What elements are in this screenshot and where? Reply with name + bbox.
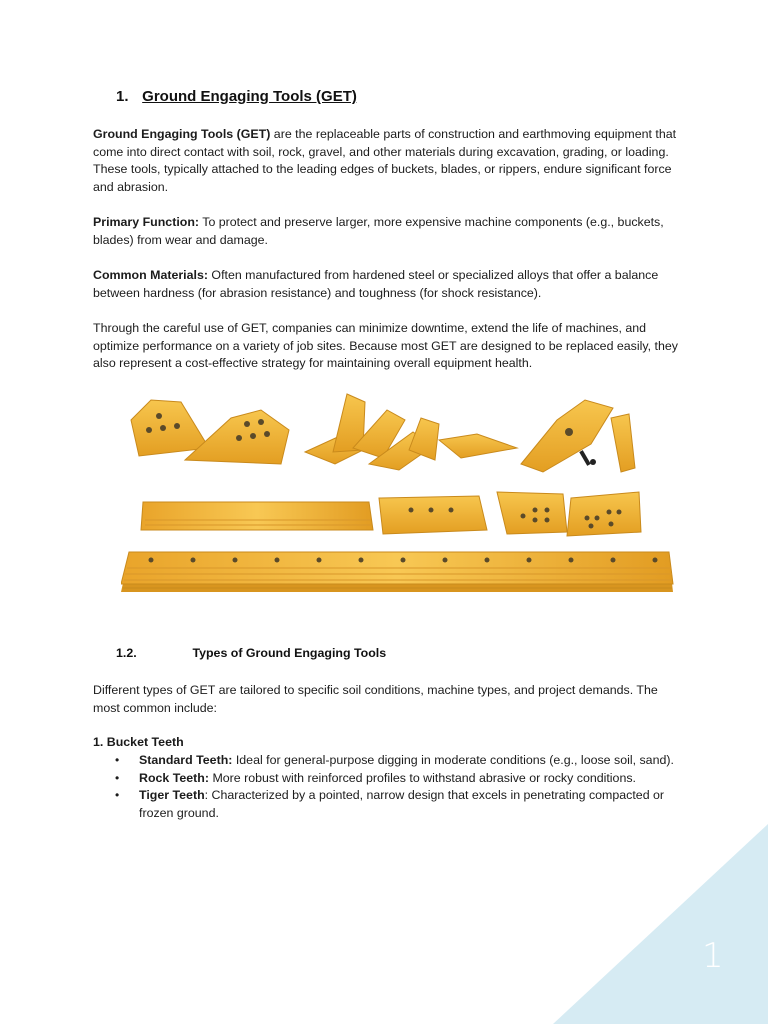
list-item-text: : Characterized by a pointed, narrow design that excels in penetrating compacted or frozen ground. xyxy=(139,788,665,820)
list-item xyxy=(115,787,685,822)
bullet-icon: • xyxy=(115,770,120,785)
corner-bit-right xyxy=(567,492,641,536)
list-item-label: Standard Teeth: xyxy=(139,753,233,767)
common-materials-label: Common Materials: xyxy=(93,268,208,282)
end-bit xyxy=(379,496,487,534)
page-number: 1 xyxy=(702,936,724,976)
get-products-image xyxy=(121,380,675,620)
bullet-icon: • xyxy=(115,753,120,767)
subsection-title: Types of Ground Engaging Tools xyxy=(192,646,387,660)
primary-function-paragraph xyxy=(93,214,678,249)
subsection-number: 1.2. xyxy=(116,646,137,660)
corner-triangle-decoration xyxy=(553,824,768,1024)
bullet-icon: • xyxy=(115,788,120,803)
through-paragraph: Through the careful use of GET, companies can minimize downtime, extend the life of machines, and optimize performance on a variety of job sites. Because most GET are designed to be replaced easily, they also represent a cost-effective strategy for maintaining overall equipment health. xyxy=(93,321,678,371)
cutting-edge-stack xyxy=(121,552,673,592)
bucket-teeth-list xyxy=(115,752,685,822)
section-number: 1. xyxy=(116,88,129,105)
section-title: Ground Engaging Tools (GET) xyxy=(142,88,357,105)
intro-bold-term: Ground Engaging Tools (GET) xyxy=(93,127,271,141)
common-materials-paragraph xyxy=(93,267,678,302)
list-item-label: Rock Teeth: xyxy=(139,770,209,785)
list-item xyxy=(115,770,685,788)
section-heading xyxy=(116,88,357,105)
cutting-edge-short xyxy=(141,502,373,530)
list-item-label: Tiger Teeth xyxy=(139,788,205,803)
intro-paragraph xyxy=(93,126,678,196)
corner-bit-left xyxy=(497,492,567,534)
intro-text: are the replaceable parts of construction and earthmoving equipment that come into direct contact with soil, rock, gravel, and other materials during excavation, grading, or loading. These tools, typically attached to the leading edges of buckets, blades, or rippers, endure significant force and abrasion. xyxy=(93,127,677,194)
common-materials-text: Often manufactured from hardened steel or specialized alloys that offer a balance between hardness (for abrasion resistance) and toughness (for shock resistance). xyxy=(93,268,659,300)
list-item-text: Ideal for general-purpose digging in moderate conditions (e.g., loose soil, sand). xyxy=(232,753,674,767)
bucket-teeth-heading: 1. Bucket Teeth xyxy=(93,735,184,749)
primary-function-text: To protect and preserve larger, more expensive machine components (e.g., buckets, blades) from wear and damage. xyxy=(93,215,664,247)
types-intro-paragraph: Different types of GET are tailored to specific soil conditions, machine types, and project demands. The most common include: xyxy=(93,683,658,715)
subsection-heading xyxy=(116,646,386,660)
list-item xyxy=(115,752,685,770)
primary-function-label: Primary Function: xyxy=(93,215,200,229)
list-item-text: More robust with reinforced profiles to withstand abrasive or rocky conditions. xyxy=(209,770,636,785)
